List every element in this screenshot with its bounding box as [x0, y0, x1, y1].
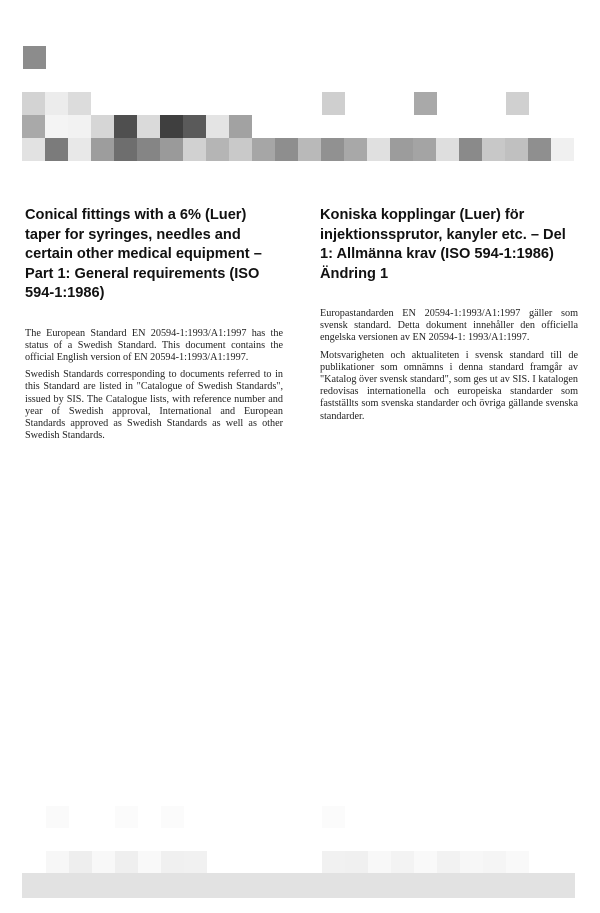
- mosaic-block: [161, 806, 184, 828]
- mosaic-row-2: [22, 115, 252, 138]
- redacted-logo-mosaic: [0, 0, 600, 170]
- mosaic-block: [115, 806, 138, 828]
- english-paragraph-2: Swedish Standards corresponding to documents referred to in this Standard are listed in "Catalogue of Swedish Standards", issued by SIS. The Catalogue lists, with reference number and year of Swedish approval, International and European Standards approved as Swedish Standards as well as other Swedish Standards.: [25, 369, 283, 442]
- mosaic-block: [46, 806, 69, 828]
- swedish-paragraph-1: Europastandarden EN 20594-1:1993/A1:1997 gäller som svensk standard. Detta dokument innehåller den officiella engelska versionen av EN 20594-1: 1993/A1:1997.: [320, 308, 578, 344]
- mosaic-block: [322, 806, 345, 828]
- swedish-column: [320, 206, 578, 423]
- english-column: [25, 206, 283, 442]
- mosaic-row-1: [22, 92, 91, 115]
- mosaic-block: [23, 46, 46, 69]
- footer-mosaic-row-right: [322, 851, 529, 873]
- mosaic-block: [506, 92, 529, 115]
- mosaic-row-3: [22, 138, 574, 161]
- swedish-paragraph-2: Motsvarigheten och aktualiteten i svensk standard till de publikationer som omnämns i denna standard framgår av "Katalog över svensk standard", som ges ut av SIS. I katalogen redovisas internationella och europeiska standarder som fastställts som svenska standarder och övriga gällande svenska standarder.: [320, 349, 578, 422]
- english-body: [25, 328, 283, 443]
- footer-mosaic-row-left: [46, 851, 207, 873]
- mosaic-block: [414, 92, 437, 115]
- swedish-title: Koniska kopplingar (Luer) för injektionssprutor, kanyler etc. – Del 1: Allmänna krav (ISO 594-1:1986) Ändring 1: [320, 207, 566, 282]
- footer-bar: [22, 873, 575, 898]
- english-paragraph-1: The European Standard EN 20594-1:1993/A1:1997 has the status of a Swedish Standard. This document contains the official English version of EN 20594-1:1993/A1:1997.: [25, 327, 283, 363]
- english-title: Conical fittings with a 6% (Luer) taper for syringes, needles and certain other medical equipment – Part 1: General requirements (ISO 594-1:1986): [25, 207, 262, 301]
- mosaic-block: [322, 92, 345, 115]
- swedish-body: [320, 308, 578, 423]
